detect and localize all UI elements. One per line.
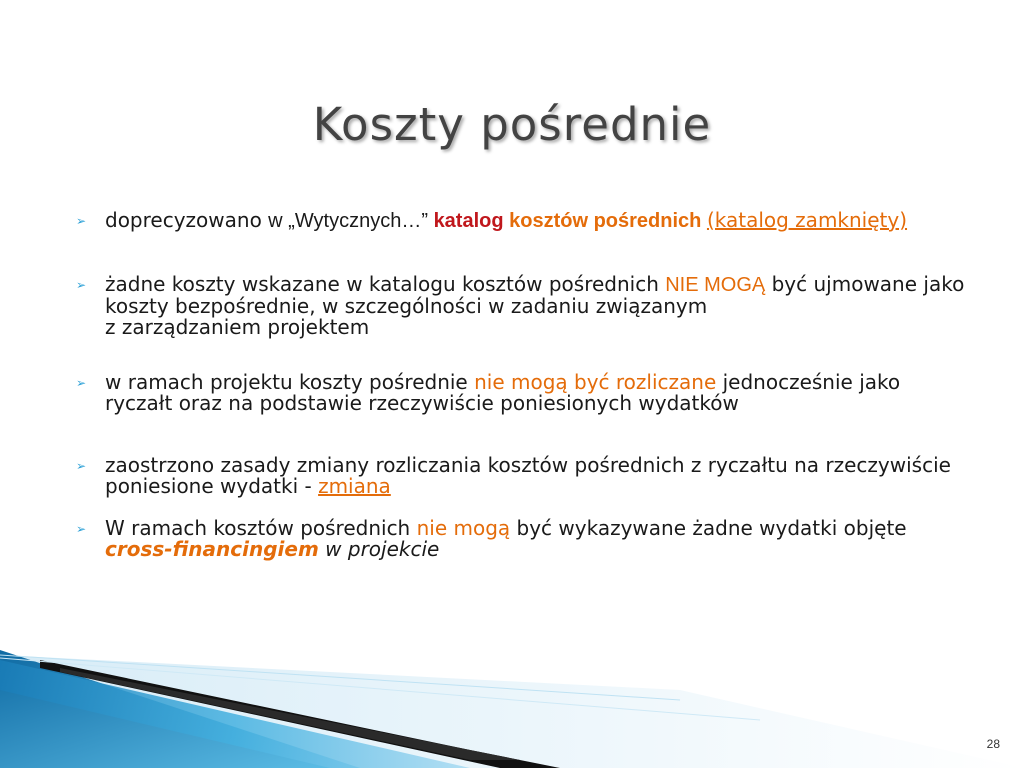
w-projekcie-text: w projekcie xyxy=(318,537,440,561)
koszty-posrednie-text: kosztów pośrednich xyxy=(509,210,707,232)
page-number: 28 xyxy=(986,737,1000,751)
bullet-text-part: W ramach kosztów pośrednich xyxy=(105,516,417,540)
nie-moga-byc-rozliczane-text: nie mogą być rozliczane xyxy=(474,370,717,394)
arrow-bullet-icon: ➢ xyxy=(76,376,87,390)
cross-financing-text: cross-financingiem xyxy=(105,537,319,561)
bullet-text-part: być wykazywane żadne wydatki objęte xyxy=(510,516,907,540)
katalog-zamkniety-link[interactable]: (katalog zamknięty) xyxy=(706,208,908,232)
katalog-text: katalog xyxy=(433,210,510,232)
bullet-text xyxy=(105,210,965,232)
arrow-bullet-icon: ➢ xyxy=(76,459,87,473)
nie-moga-text: nie mogą xyxy=(416,516,511,540)
arrow-bullet-icon: ➢ xyxy=(76,278,87,292)
bullet-text-part: żadne koszty wskazane w katalogu kosztów pośrednich xyxy=(105,272,666,296)
bullet-text-part: być ujmowane jako koszty bezpośrednie, w szczególności w zadaniu związanym xyxy=(105,272,965,318)
bullet-text xyxy=(105,518,965,560)
bullet-text xyxy=(105,274,965,338)
nie-moga-text: NIE MOGĄ xyxy=(665,274,766,296)
bullet-text xyxy=(105,372,965,414)
bullet-text-part: z zarządzaniem projektem xyxy=(105,315,370,339)
bullet-text-part: zaostrzono zasady zmiany rozliczania kosztów pośrednich z ryczałtu na rzeczywiście poniesione wydatki - xyxy=(105,453,951,498)
bullet-text xyxy=(105,455,965,497)
arrow-bullet-icon: ➢ xyxy=(76,214,87,228)
bullet-lead: doprecyzowano xyxy=(105,208,269,232)
zmiana-link[interactable]: zmiana xyxy=(318,474,391,498)
slide-title: Koszty pośrednie xyxy=(312,98,712,151)
wytyczne-text: w „Wytycznych…” xyxy=(268,210,434,232)
arrow-bullet-icon: ➢ xyxy=(76,522,87,536)
bullet-text-part: jednocześnie jako ryczałt oraz na podstawie rzeczywiście poniesionych wydatków xyxy=(105,370,901,415)
bullet-text-part: w ramach projektu koszty pośrednie xyxy=(105,370,475,394)
